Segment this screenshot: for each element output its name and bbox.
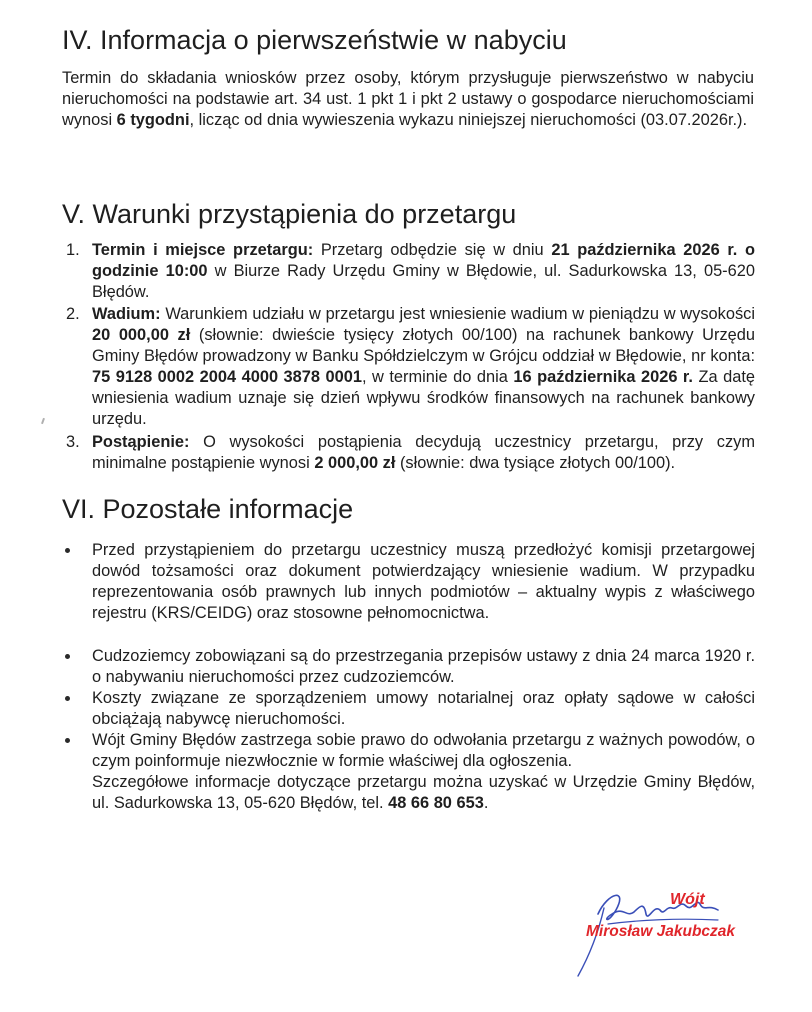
item-text: Za datę wniesienia wadium uznaje się dzień wpływu środków finansowych na rachunek bankowy urzędu. xyxy=(92,368,755,428)
item-bold-amount: 20 000,00 zł xyxy=(92,326,191,344)
item-bold-account: 75 9128 0002 2004 4000 3878 0001 xyxy=(92,368,362,386)
section-heading-v: V. Warunki przystąpienia do przetargu xyxy=(62,199,517,229)
contact-text-end: . xyxy=(483,794,489,812)
info-bullet-4 xyxy=(92,730,755,814)
item-text: O wysokości postąpienia decydują uczestnicy przetargu, przy czym minimalne postąpienie wynosi xyxy=(92,433,755,472)
section-heading-vi: VI. Pozostałe informacje xyxy=(62,494,354,524)
item-text: w Biurze Rady Urzędu Gminy w Błędowie, ul. Sadurkowska 13, 05-620 Błędów. xyxy=(92,262,755,301)
bullet-text: Cudzoziemcy zobowiązani są do przestrzegania przepisów ustawy z dnia 24 marca 1920 r. o nabywaniu nieruchomości przez cudzoziemców. xyxy=(92,647,755,686)
bullet-marker xyxy=(65,738,70,743)
item-text: , w terminie do dnia xyxy=(361,368,514,386)
item-text: Warunkiem udziału w przetargu jest wniesienie wadium w pieniądzu w wysokości xyxy=(160,305,755,323)
info-bullet-1 xyxy=(92,540,755,624)
item-lead: Wadium: xyxy=(92,305,161,323)
bullet-marker xyxy=(65,654,70,659)
item-text: (słownie: dwieście tysięcy złotych 00/100) na rachunek bankowy Urzędu Gminy Błędów prowadzony w Banku Spółdzielczym w Grójcu oddział w Błędowie, nr konta: xyxy=(92,326,755,365)
item-number: 1. xyxy=(66,241,80,259)
item-bold-deadline: 16 października 2026 r. xyxy=(513,368,693,386)
stamp-title: Wójt xyxy=(670,891,705,908)
signature-stamp-graphic xyxy=(568,884,768,984)
item-number: 3. xyxy=(66,433,80,451)
section-iv-text-c: , licząc od dnia wywieszenia wykazu niniejszej nieruchomości (03.07.2026r.). xyxy=(189,111,748,129)
bullet-text: Koszty związane ze sporządzeniem umowy notarialnej oraz opłaty sądowe w całości obciążają nabywcę nieruchomości. xyxy=(92,689,755,728)
contact-line xyxy=(92,772,755,814)
info-bullet-3 xyxy=(92,688,755,730)
stamp-name: Mirosław Jakubczak xyxy=(586,923,736,940)
bullet-text: Przed przystąpieniem do przetargu uczestnicy muszą przedłożyć komisji przetargowej dowód tożsamości oraz dokument potwierdzający wniesienie wadium. W przypadku reprezentowania osób prawnych lub innych podmiotów – aktualny wypis z właściwego rejestru (KRS/CEIDG) oraz stosowne pełnomocnictwa. xyxy=(92,541,755,622)
item-bold-amount: 2 000,00 zł xyxy=(314,454,396,472)
section-iv-paragraph xyxy=(62,68,754,131)
condition-item-1 xyxy=(66,240,756,303)
bullet-marker xyxy=(65,696,70,701)
bullet-text: Wójt Gminy Błędów zastrzega sobie prawo do odwołania przetargu z ważnych powodów, o czym poinformuje niezwłocznie w formie właściwej dla ogłoszenia. xyxy=(92,731,755,770)
item-lead: Postąpienie: xyxy=(92,433,190,451)
stray-mark xyxy=(41,418,45,424)
item-number: 2. xyxy=(66,305,80,323)
item-text: Przetarg odbędzie się w dniu xyxy=(313,241,552,259)
item-text: (słownie: dwa tysiące złotych 00/100). xyxy=(395,454,676,472)
contact-text: Szczegółowe informacje dotyczące przetargu można uzyskać w Urzędzie Gminy Błędów, ul. Sadurkowska 13, 05-620 Błędów, tel. xyxy=(92,773,755,812)
condition-item-2 xyxy=(66,304,755,430)
section-iv-text-a: Termin do składania wniosków przez osoby, którym przysługuje pierwszeństwo w nabyciu nieruchomości na podstawie art. 34 ust. 1 pkt 1 i pkt 2 ustawy o gospodarce nieruchomościami wynosi xyxy=(62,69,754,129)
bullet-marker xyxy=(65,548,70,553)
item-bold-date: 21 października 2026 r. o godzinie 10:00 xyxy=(92,241,756,280)
item-lead: Termin i miejsce przetargu: xyxy=(92,241,314,259)
contact-phone: 48 66 80 653 xyxy=(388,794,484,812)
condition-item-3 xyxy=(66,432,755,474)
info-bullet-2 xyxy=(92,646,755,688)
section-iv-bold-duration: 6 tygodni xyxy=(116,111,190,129)
section-heading-iv: IV. Informacja o pierwszeństwie w nabyciu xyxy=(62,25,567,55)
signature-stamp xyxy=(568,884,768,984)
